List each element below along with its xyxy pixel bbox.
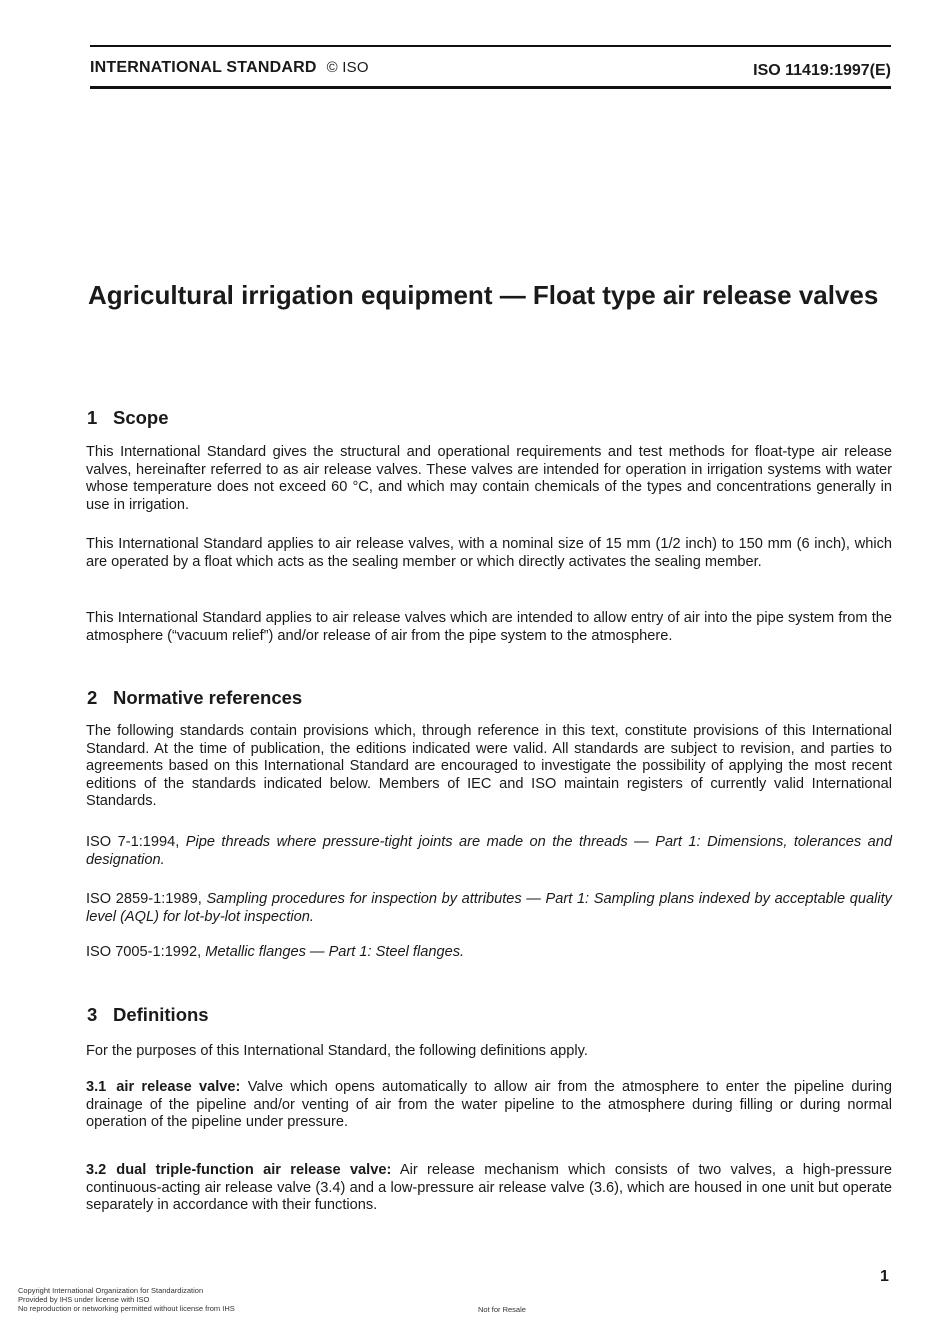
reference-item: ISO 7-1:1994, Pipe threads where pressure-tight joints are made on the threads — Part 1: Dimensions, tolerances and designation. xyxy=(86,834,892,868)
definition-item: 3.2 dual triple-function air release valve: Air release mechanism which consists of two valves, a high-pressure continuous-acting air release valve (3.4) and a low-pressure air release valve (3.6), which are housed in one unit but operate separately in accordance with their functions. xyxy=(86,1162,892,1213)
definitions-intro: For the purposes of this International Standard, the following definitions apply. xyxy=(86,1043,588,1059)
header-rule-top xyxy=(90,45,891,47)
definition-term: air release valve: xyxy=(116,1079,241,1095)
section-heading-scope: 1 Scope xyxy=(87,407,169,428)
reference-item: ISO 7005-1:1992, Metallic flanges — Part 1: Steel flanges. xyxy=(86,944,465,960)
normative-intro: The following standards contain provisions which, through reference in this text, constitute provisions of this International Standard. At the time of publication, the editions indicated were valid. All standards are subject to revision, and parties to agreements based on this International Standard are encouraged to investigate the possibility of applying the most recent editions of the standards indicated below. Members of IEC and ISO maintain registers of currently valid International Standards. xyxy=(86,723,892,809)
scope-paragraph-1: This International Standard gives the structural and operational requirements and test methods for float-type air release valves, hereinafter referred to as air release valves. These valves are intended for operation in irrigation systems with water whose temperature does not exceed 60 °C, and which may contain chemicals of the types and concentrations generally in use in irrigation. xyxy=(86,444,892,513)
section-heading-definitions: 3 Definitions xyxy=(87,1004,209,1025)
scope-paragraph-2: This International Standard applies to air release valves, with a nominal size of 15 mm (1/2 inch) to 150 mm (6 inch), which are operated by a float which acts as the sealing member or which directly activates the sealing member. xyxy=(86,536,892,570)
section-heading-normative-references: 2 Normative references xyxy=(87,687,303,708)
definition-term: dual triple-function air release valve: xyxy=(116,1162,392,1178)
not-for-resale-label: Not for Resale xyxy=(478,1305,526,1314)
copyright-footer: Copyright International Organization for Standardization Provided by IHS under license with ISO No reproduction or networking permitted without license from IHS xyxy=(18,1286,235,1313)
document-type-label xyxy=(90,59,369,77)
standard-number: ISO 11419:1997(E) xyxy=(753,62,891,79)
standard-label: INTERNATIONAL STANDARD xyxy=(90,59,317,76)
definition-item: 3.1 air release valve: Valve which opens automatically to allow air from the atmosphere to enter the pipeline during drainage of the pipeline and/or venting of air from the water pipeline to the atmosphere during filling or during normal operation of the pipeline under pressure. xyxy=(86,1079,893,1130)
scope-paragraph-3: This International Standard applies to air release valves which are intended to allow entry of air into the pipe system from the atmosphere (“vacuum relief”) and/or release of air from the pipe system to the atmosphere. xyxy=(86,610,892,644)
copyright-mark: © ISO xyxy=(326,59,369,76)
page-title: Agricultural irrigation equipment — Float type air release valves xyxy=(88,280,879,310)
page-number: 1 xyxy=(880,1268,889,1285)
reference-item: ISO 2859-1:1989, Sampling procedures for inspection by attributes — Part 1: Sampling plans indexed by acceptable quality level (AQL) for lot-by-lot inspection. xyxy=(86,891,892,925)
header-rule-bottom xyxy=(90,86,891,89)
